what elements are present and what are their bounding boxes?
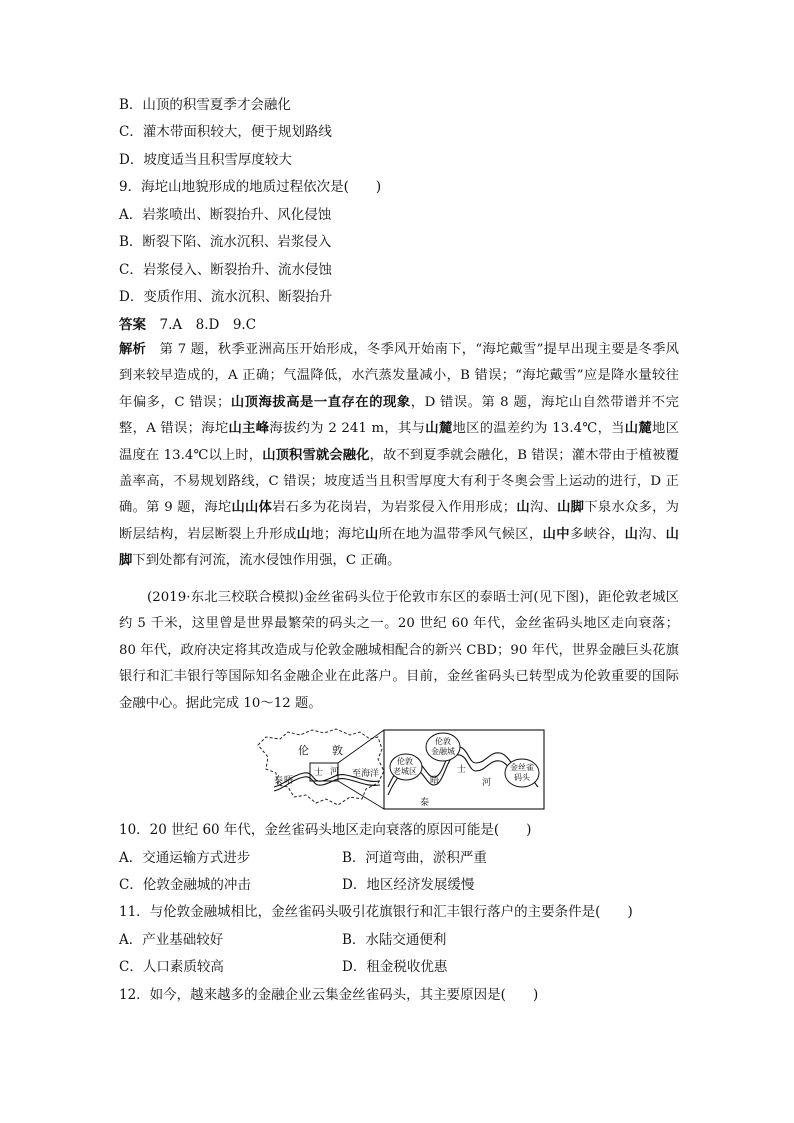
analysis-paragraph [119,337,679,575]
q10-options-row [119,875,475,895]
analysis-bold: 山山体 [231,500,273,516]
london-thames-map [254,727,546,812]
map-label: 晤 [284,776,294,786]
analysis-text: 沟、 [638,526,666,542]
analysis-text: 海拔约为 2 241 m，其与 [269,421,426,437]
analysis-label: 解析 [119,342,147,357]
analysis-text: 下到处都有河流，流水侵蚀作用强，C 正确。 [132,553,401,569]
answer-label: 答案 [119,317,146,333]
q11-stem: 11．与伦敦金融城相比，金丝雀码头吸引花旗银行和汇丰银行落户的主要条件是( ) [119,904,633,920]
analysis-bold: 山主峰 [228,421,270,437]
answer-text: 7.A 8.D 9.C [146,317,257,333]
analysis-text: 第 7 题，秋季亚洲高压开始形成，冬季风开始南下，“海坨戴雪”提早出现主要是冬季风到来较早造成的，A 正确；气温降低，水汽蒸发量减小，B 错误；“海坨戴雪”应是降水量较往年偏多，C 错误； [119,342,679,410]
q10-options-row [119,848,487,868]
q10-option-c: C．伦敦金融城的冲击 [119,877,251,893]
q10-option-b: B．河道弯曲，淤积严重 [342,850,487,866]
q8-option-b: B．山顶的积雪夏季才会融化 [119,97,291,113]
analysis-bold: 山麓 [624,421,653,437]
analysis-bold: 山脚 [119,526,679,569]
analysis-text: 下泉水众多，为断层结构，岩层断裂上升形成 [119,500,679,542]
map-label: 河 [482,778,492,788]
map-label: 士 [457,765,467,775]
analysis-bold: 山 [624,526,639,542]
q9-stem: 9．海坨山地貌形成的地质过程依次是( ) [119,179,382,195]
analysis-text: 地区温度在 13.4℃以上时， [119,421,679,463]
map-label: 泰 [420,798,430,808]
map-label: 敦 [332,744,343,757]
q10-option-d: D．地区经济发展缓慢 [342,877,475,893]
map-label: 泰 [274,776,284,786]
passage-text: (2019·东北三校联合模拟)金丝雀码头位于伦敦市东区的泰晤士河(见下图)，距伦敦老城区约 5 千米，这里曾是世界最繁荣的码头之一。20 世纪 60 年代，金丝雀码头地区走向衰落；80 年代，政府决定将其改造成与伦敦金融城相配合的新兴 CBD；90 年代，世界金融巨头花旗银行和汇丰银行等国际知名金融企业在此落户。目前，金丝雀码头已转型成为伦敦重要的国际金融中心。据此完成 10～12 题。 [119,590,679,711]
q11-option-b: B．水陆交通便利 [342,932,447,948]
q10-stem: 10．20 世纪 60 年代，金丝雀码头地区走向衰落的原因可能是( ) [119,822,532,838]
analysis-bold: 山脚 [557,500,585,516]
q11-options-row [119,957,448,977]
map-label: 伦 [298,744,309,757]
map-label: 士 [314,768,324,778]
passage-paragraph [119,585,679,717]
finance-city-label: 伦敦 [435,737,451,746]
old-city-label: 老城区 [393,767,417,776]
analysis-bold: 山 [516,500,530,516]
map-label: 晤 [430,776,440,786]
analysis-bold: 山麓 [425,421,453,437]
q11-option-c: C．人口素质较高 [119,959,224,975]
q9-option-a: A．岩浆喷出、断裂抬升、风化侵蚀 [119,207,332,223]
q9-option-d: D．变质作用、流水沉积、断裂抬升 [119,289,333,305]
q10-option-a: A．交通运输方式进步 [119,850,251,866]
analysis-text: ，D 错误。第 8 题，海坨山自然带谱并不完整，A 错误；海坨 [119,394,679,437]
analysis-text: 所在地为温带季风气候区， [378,526,543,542]
analysis-text: 岩石多为花岗岩，为岩浆侵入作用形成； [272,500,517,516]
analysis-text: 沟、 [529,500,558,516]
finance-city-label: 金融城 [431,747,455,756]
analysis-text: 地区的温差约为 13.4℃，当 [452,421,625,437]
analysis-text: 多峡谷， [569,526,625,542]
analysis-bold: 山中 [542,526,570,542]
london-outline [258,729,384,805]
analysis-bold: 山 [364,526,379,542]
canary-wharf-label: 码头 [514,773,530,782]
q8-option-c: C．灌木带面积较大，便于规划路线 [119,124,332,140]
canary-wharf-label: 金丝雀 [510,763,534,772]
map-label: 至海洋 [352,769,380,779]
analysis-text: 地；海坨 [310,526,365,542]
q9-option-b: B．断裂下陷、流水沉积、岩浆侵入 [119,234,332,250]
analysis-bold: 山顶海拔高是一直存在的现象 [230,394,411,410]
q8-option-d: D．坡度适当且积雪厚度较大 [119,152,292,168]
q11-options-row [119,930,447,950]
q12-stem: 12．如今，越来越多的金融企业云集金丝雀码头，其主要原因是( ) [119,987,539,1003]
analysis-bold: 山 [296,526,311,542]
q11-option-d: D．租金税收优惠 [342,959,448,975]
old-city-label: 伦敦 [397,757,413,766]
analysis-text: ，故不到夏季就会融化，B 错误；灌木带由于植被覆盖率高，不易规划路线，C 错误；坡度适当且积雪厚度大有利于冬奥会雪上运动的进行，D 正确。第 9 题，海坨 [119,447,679,516]
q9-option-c: C．岩浆侵入、断裂抬升、流水侵蚀 [119,262,332,278]
answer-line [119,315,256,335]
q11-option-a: A．产业基础较好 [119,932,224,948]
analysis-bold: 山顶积雪就会融化 [262,447,370,463]
map-label: 河 [330,767,340,777]
